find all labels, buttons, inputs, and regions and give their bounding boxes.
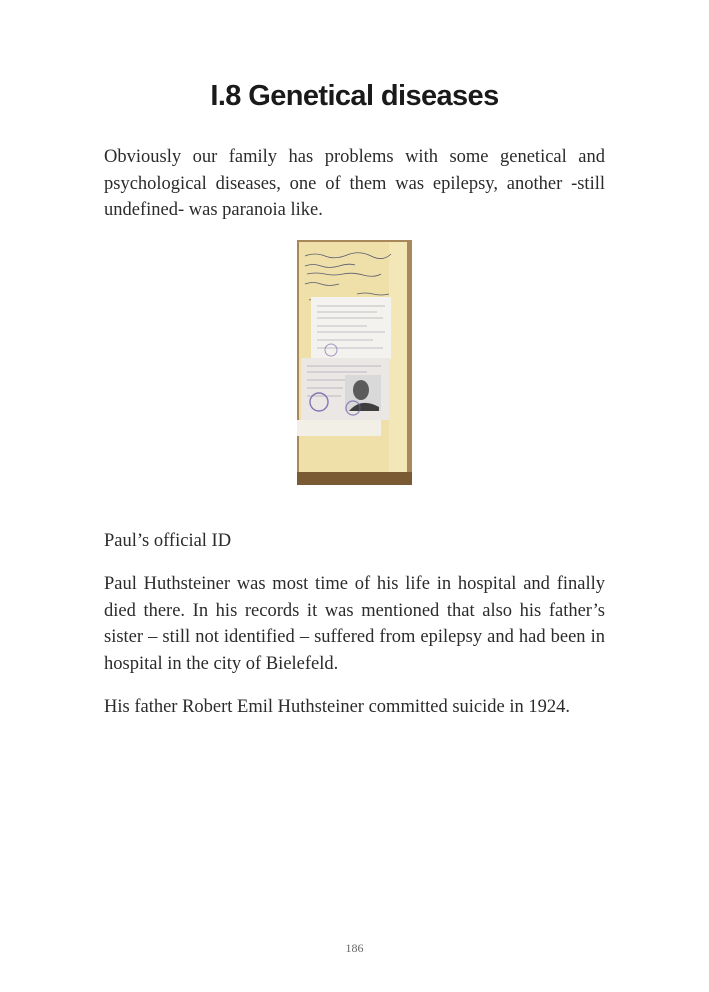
id-document-photo-graphic (297, 240, 412, 485)
id-document-photo (297, 240, 412, 485)
figure-caption: Paul’s official ID (104, 531, 232, 551)
page-number: 186 (345, 941, 364, 955)
body-paragraph-2: His father Robert Emil Huthsteiner committed suicide in 1924. (104, 697, 571, 717)
intro-paragraph: Obviously our family has problems with some genetical and psychological diseases, one of them was epilepsy, another -still undefined- was paranoia like. (104, 147, 605, 220)
body-paragraph-1: Paul Huthsteiner was most time of his life in hospital and finally died there. In his records it was mentioned that also his father’s sister – still not identified – suffered from epilepsy and had been in hospital in the city of Bielefeld. (104, 574, 605, 674)
page-title: I.8 Genetical diseases (210, 80, 499, 112)
